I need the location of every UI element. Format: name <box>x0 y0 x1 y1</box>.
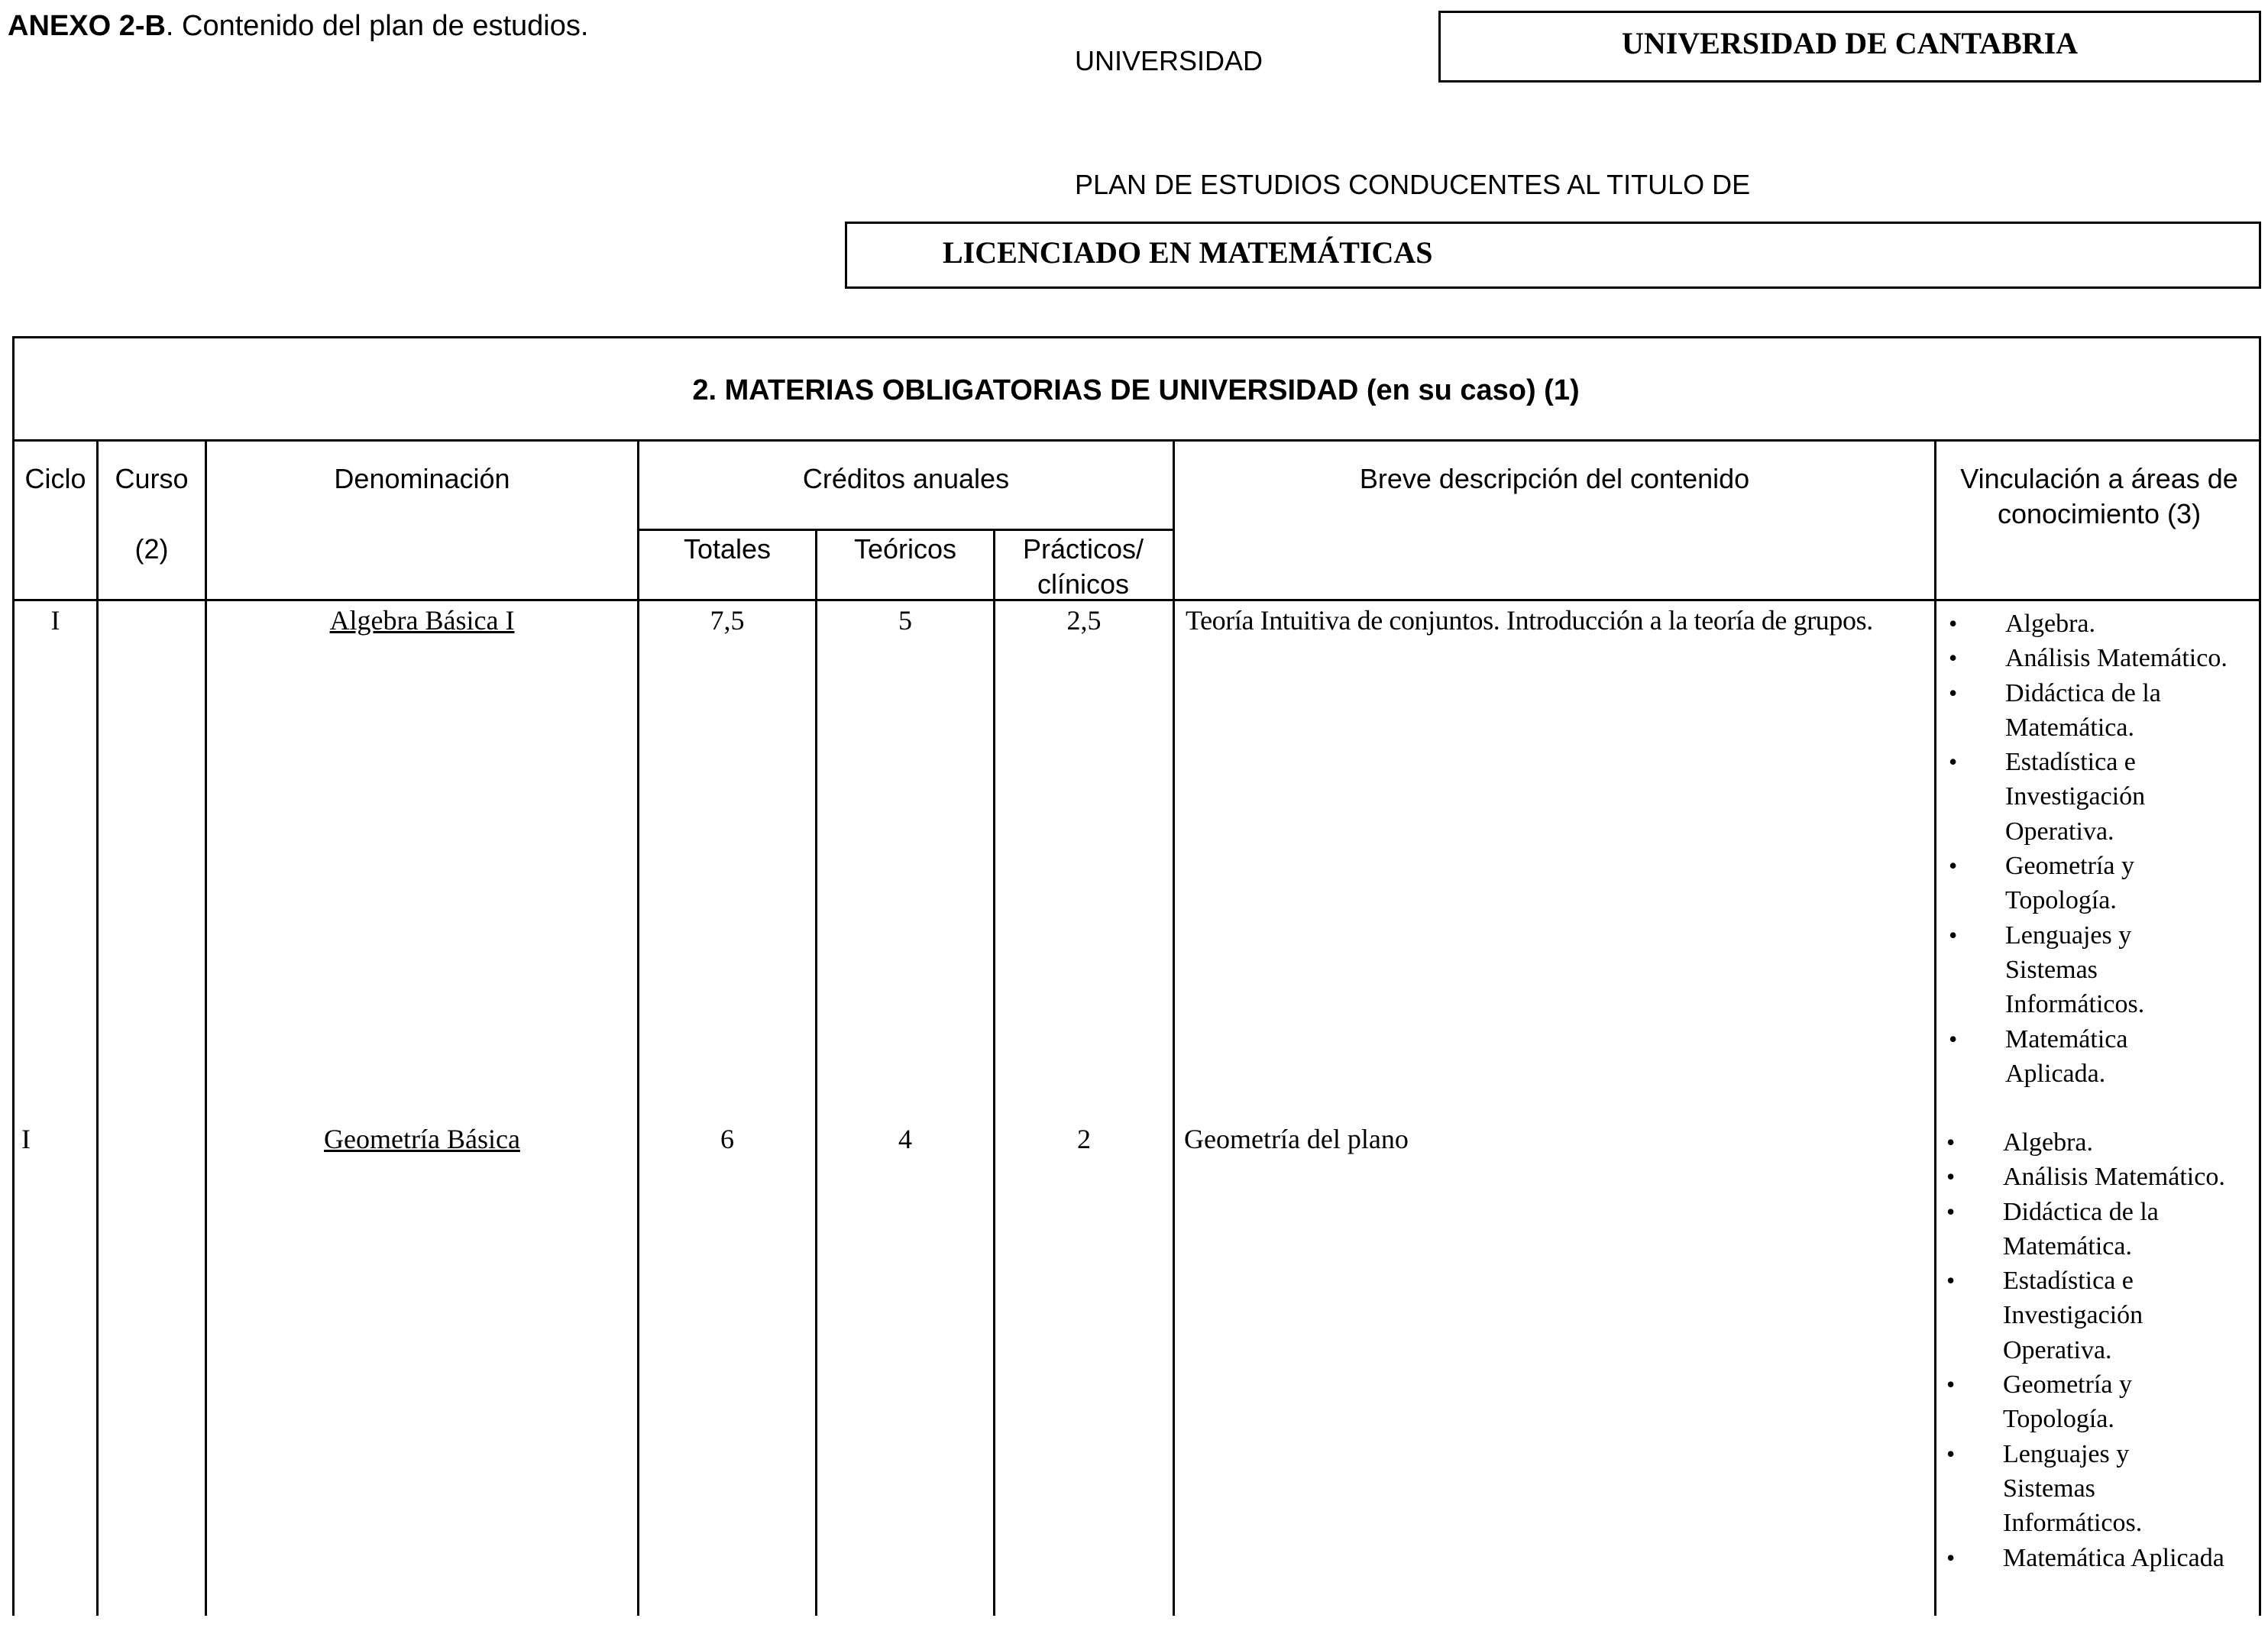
area-item: • Análisis Matemático. <box>1934 1160 2261 1194</box>
university-name: UNIVERSIDAD DE CANTABRIA <box>1621 26 2079 60</box>
table-left-border <box>12 336 15 1616</box>
table-row-2-ciclo: I <box>21 1124 31 1154</box>
table-row-2-totales: 6 <box>720 1124 734 1154</box>
area-item: • Geometría y Topología. <box>1936 849 2261 918</box>
plan-label: PLAN DE ESTUDIOS CONDUCENTES AL TITULO DE <box>1075 169 1751 200</box>
column-header-denominacion: Denominación <box>334 463 510 494</box>
area-item: • Didáctica de la Matemática. <box>1934 1195 2261 1264</box>
degree-title: LICENCIADO EN MATEMÁTICAS <box>943 235 1433 270</box>
table-row-2-teoricos: 4 <box>898 1124 912 1154</box>
area-item: • Algebra. <box>1934 1125 2261 1160</box>
table-row-1-totales: 7,5 <box>710 605 745 636</box>
credits-subheader-divider <box>637 529 1174 531</box>
table-row-1-areas <box>1936 607 2261 1091</box>
area-item: • Estadística e Investigación Operativa. <box>1934 1264 2261 1367</box>
annex-description: . Contenido del plan de estudios. <box>165 10 589 42</box>
table-row-1-teoricos: 5 <box>898 605 912 636</box>
area-item: • Estadística e Investigación Operativa. <box>1936 745 2261 849</box>
table-row-1-denominacion: Algebra Básica I <box>329 605 515 636</box>
table-row-2-practicos: 2 <box>1077 1124 1091 1154</box>
area-item: • Lenguajes y Sistemas Informáticos. <box>1936 918 2261 1022</box>
area-item: • Matemática Aplicada. <box>1936 1022 2261 1092</box>
area-item: • Matemática Aplicada <box>1934 1541 2261 1575</box>
column-header-ciclo: Ciclo <box>24 463 86 494</box>
section-title: 2. MATERIAS OBLIGATORIAS DE UNIVERSIDAD (en su caso) (1) <box>692 374 1580 406</box>
table-row-2-descripcion: Geometría del plano <box>1184 1124 1409 1154</box>
table-row-2-areas <box>1934 1125 2261 1575</box>
column-divider-totales <box>815 529 817 1616</box>
university-label: UNIVERSIDAD <box>1075 45 1263 76</box>
table-row-2-denominacion: Geometría Básica <box>324 1124 520 1154</box>
area-item: • Algebra. <box>1936 607 2261 641</box>
column-header-curso-note: (2) <box>134 533 169 565</box>
column-header-totales: Totales <box>683 533 772 565</box>
area-item: • Lenguajes y Sistemas Informáticos. <box>1934 1437 2261 1541</box>
table-row-1-practicos: 2,5 <box>1066 605 1102 636</box>
area-item: • Geometría y Topología. <box>1934 1367 2261 1437</box>
column-divider-ciclo <box>96 439 99 1616</box>
column-header-vinculacion: Vinculación a áreas de conocimiento (3) <box>1960 463 2238 529</box>
table-top-border <box>12 336 2261 338</box>
area-item: • Didáctica de la Matemática. <box>1936 676 2261 746</box>
table-row-1-ciclo: I <box>50 605 60 636</box>
column-header-curso: Curso <box>115 463 189 494</box>
column-divider-creditos <box>1173 439 1175 1616</box>
column-header-teoricos: Teóricos <box>853 533 957 565</box>
column-header-descripcion: Breve descripción del contenido <box>1359 463 1750 494</box>
column-header-practicos: Prácticos/ clínicos <box>1022 533 1144 600</box>
area-item: • Análisis Matemático. <box>1936 641 2261 675</box>
column-divider-teoricos <box>993 529 995 1616</box>
table-row-1-descripcion: Teoría Intuitiva de conjuntos. Introducción a la teoría de grupos. <box>1186 605 1873 636</box>
section-title-divider <box>12 439 2261 442</box>
annex-label: ANEXO 2-B <box>8 10 166 42</box>
column-header-creditos: Créditos anuales <box>802 463 1010 494</box>
